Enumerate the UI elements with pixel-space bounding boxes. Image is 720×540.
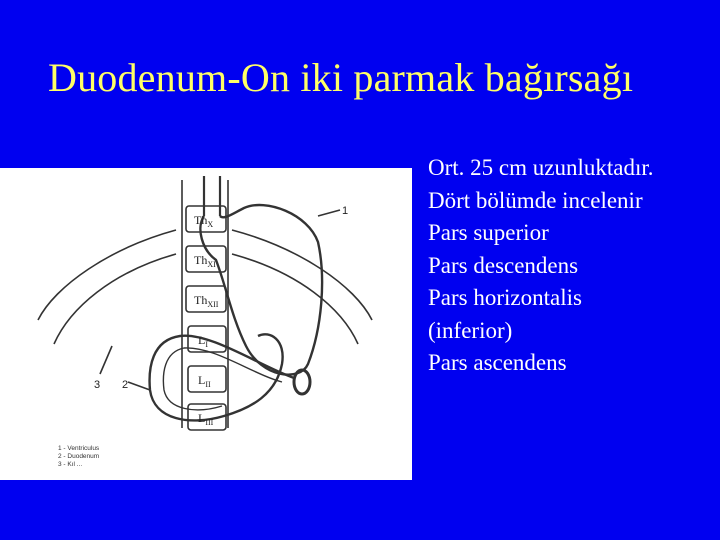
- legend-item-1: 1 - Ventriculus: [58, 445, 100, 452]
- slide-title: Duodenum-On iki parmak bağırsağı: [48, 55, 634, 100]
- vertebra-label-th12: $Th_{XII}$: [194, 293, 219, 309]
- bullet-pars-descendens: Pars descendens: [428, 252, 579, 278]
- bullet-pars-ascendens: Pars ascendens: [428, 350, 567, 375]
- bullet-list: [428, 152, 654, 380]
- bullet-four-parts: Dört bölümde incelenir: [428, 187, 643, 213]
- rib-left-upper: [38, 230, 176, 320]
- duodenum-inner: [163, 348, 282, 410]
- vertebra-label-th10: $Th_X$: [194, 213, 214, 229]
- anatomy-diagram: [0, 168, 412, 480]
- bullet-pars-superior: Pars superior: [428, 220, 549, 245]
- callout-3-leader: [100, 346, 112, 374]
- bullet-inferior: (inferior): [428, 317, 513, 343]
- callout-3: 3: [94, 379, 101, 391]
- vertebra-label-l3: $L_{III}$: [198, 411, 214, 427]
- rib-right-upper: [232, 230, 372, 320]
- bullet-pars-horizontalis: Pars horizontalis: [428, 285, 582, 310]
- vertebra-label-th11: $Th_{XI}$: [194, 253, 216, 269]
- vertebra-label-l2: $L_{II}$: [198, 373, 211, 389]
- rib-left-lower: [54, 254, 176, 344]
- duodenum-illustration: [0, 168, 412, 480]
- duodenum-loop: [150, 334, 294, 420]
- stomach-outline: [200, 205, 322, 375]
- callout-2-leader: [128, 382, 150, 390]
- rib-right-lower: [232, 254, 358, 344]
- pylorus: [294, 370, 310, 394]
- callout-1-leader: [318, 210, 340, 216]
- legend-item-3: 3 - Kıl ...: [58, 461, 83, 468]
- vertebra-label-l1: $L_I$: [198, 333, 209, 349]
- callout-1: 1: [342, 205, 349, 217]
- bullet-length: Ort. 25 cm uzunluktadır.: [428, 155, 654, 180]
- legend-item-2: 2 - Duodenum: [58, 453, 100, 460]
- esophagus: [204, 176, 220, 216]
- callout-2: 2: [122, 379, 129, 391]
